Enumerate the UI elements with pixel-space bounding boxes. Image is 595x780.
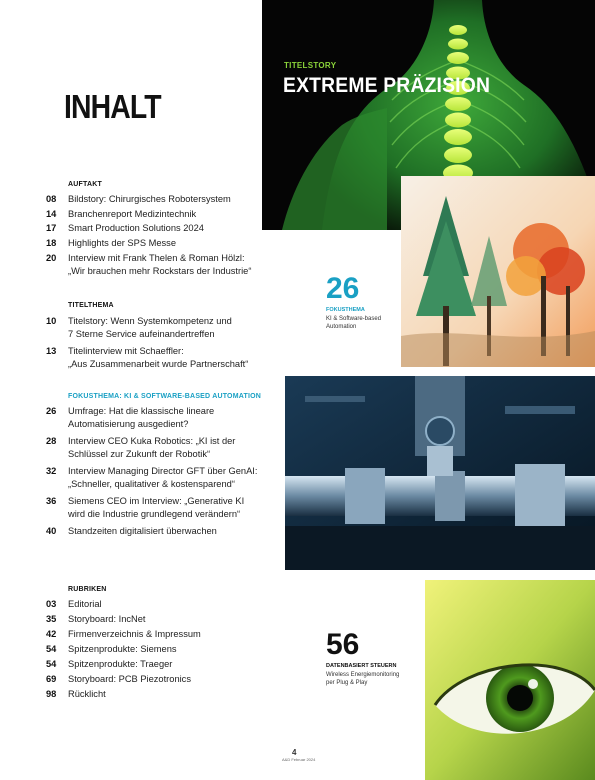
toc-entry[interactable] bbox=[46, 613, 281, 626]
section-heading-fokusthema: FOKUSTHEMA: KI & SOFTWARE-BASED AUTOMATION bbox=[68, 393, 261, 400]
toc-page-number: 54 bbox=[46, 644, 57, 654]
feature-label: DATENBASIERT STEUERN bbox=[326, 663, 397, 669]
feature-callout-56[interactable] bbox=[326, 628, 399, 687]
toc-entry[interactable] bbox=[46, 405, 281, 430]
section-heading-titelthema: TITELTHEMA bbox=[68, 302, 114, 309]
toc-entry-text: Firmenverzeichnis & Impressum bbox=[68, 629, 201, 639]
cover-title: EXTREME PRÄZISION bbox=[283, 74, 491, 97]
toc-entry-text: Bildstory: Chirurgisches Robotersystem bbox=[68, 194, 231, 204]
toc-page-number: 40 bbox=[46, 526, 57, 536]
toc-entry-text: Storyboard: PCB Piezotronics bbox=[68, 674, 191, 684]
toc-page-number: 03 bbox=[46, 599, 57, 609]
toc-entry[interactable] bbox=[46, 525, 281, 538]
toc-page-number: 54 bbox=[46, 659, 57, 669]
toc-page-number: 98 bbox=[46, 689, 57, 699]
toc-page-number: 28 bbox=[46, 436, 57, 446]
toc-entry-text: Rücklicht bbox=[68, 689, 106, 699]
toc-page-number: 42 bbox=[46, 629, 57, 639]
toc-entry-text: Standzeiten digitalisiert überwachen bbox=[68, 526, 217, 536]
page-number: 4 bbox=[292, 748, 297, 757]
feature-callout-26[interactable] bbox=[326, 272, 381, 331]
toc-entry-text: Interview Managing Director GFT über GenAI: „Schneller, qualitativer & kostensparend“ bbox=[68, 466, 258, 489]
toc-entry[interactable] bbox=[46, 315, 281, 340]
toc-entry[interactable] bbox=[46, 628, 281, 641]
toc-entry-text: Storyboard: IncNet bbox=[68, 614, 146, 624]
page-footer-issue: A&D Februar 2024 bbox=[282, 757, 316, 762]
toc-page-number: 17 bbox=[46, 223, 57, 233]
toc-entry-text: Umfrage: Hat die klassische lineare Automatisierung ausgedient? bbox=[68, 406, 215, 429]
toc-entry[interactable] bbox=[46, 237, 281, 250]
toc-entry-text: Branchenreport Medizintechnik bbox=[68, 209, 197, 219]
section-heading-rubriken: RUBRIKEN bbox=[68, 586, 107, 593]
section-heading-auftakt: AUFTAKT bbox=[68, 181, 102, 188]
toc-page-number: 36 bbox=[46, 496, 57, 506]
cover-kicker: TITELSTORY bbox=[284, 61, 337, 70]
toc-entry[interactable] bbox=[46, 673, 281, 686]
feature-number: 26 bbox=[326, 272, 360, 305]
toc-entry-text: Smart Production Solutions 2024 bbox=[68, 223, 204, 233]
toc-entry-text: Interview CEO Kuka Robotics: „KI ist der Schlüssel zur Zukunft der Robotik“ bbox=[68, 436, 236, 459]
toc-entry-text: Editorial bbox=[68, 599, 102, 609]
toc-entry-text: Spitzenprodukte: Siemens bbox=[68, 644, 177, 654]
toc-page-number: 20 bbox=[46, 253, 57, 263]
toc-entry-text: Titelstory: Wenn Systemkompetenz und 7 Sterne Service aufeinandertreffen bbox=[68, 316, 232, 339]
eye-image bbox=[425, 580, 595, 780]
toc-entry[interactable] bbox=[46, 598, 281, 611]
toc-page-number: 14 bbox=[46, 209, 57, 219]
feature-subtitle: Wireless Energiemonitoring per Plug & Play bbox=[326, 672, 400, 686]
machine-image bbox=[285, 376, 595, 570]
toc-page-number: 32 bbox=[46, 466, 57, 476]
toc-page-number: 13 bbox=[46, 346, 57, 356]
toc-entry[interactable] bbox=[46, 193, 281, 206]
toc-entry[interactable] bbox=[46, 252, 281, 277]
toc-page-number: 69 bbox=[46, 674, 57, 684]
toc-entry-text: Highlights der SPS Messe bbox=[68, 238, 176, 248]
toc-page-number: 18 bbox=[46, 238, 57, 248]
toc-entry[interactable] bbox=[46, 495, 281, 520]
toc-entry[interactable] bbox=[46, 688, 281, 701]
toc-entry-text: Interview mit Frank Thelen & Roman Hölzl: „Wir brauchen mehr Rockstars der Industrie“ bbox=[68, 253, 252, 276]
page-title: INHALT bbox=[64, 88, 161, 125]
trees-image bbox=[401, 176, 595, 367]
toc-entry-text: Siemens CEO im Interview: „Generative KI wird die Industrie grundlegend verändern“ bbox=[68, 496, 245, 519]
toc-page-number: 35 bbox=[46, 614, 57, 624]
toc-entry[interactable] bbox=[46, 658, 281, 671]
toc-entry[interactable] bbox=[46, 222, 281, 235]
feature-number: 56 bbox=[326, 628, 360, 661]
toc-entry-text: Titelinterview mit Schaeffler: „Aus Zusammenarbeit wurde Partnerschaft“ bbox=[68, 346, 249, 369]
toc-page-number: 10 bbox=[46, 316, 57, 326]
feature-subtitle: KI & Software-based Automation bbox=[326, 316, 382, 330]
toc-page-number: 08 bbox=[46, 194, 57, 204]
toc-entry-text: Spitzenprodukte: Traeger bbox=[68, 659, 173, 669]
feature-label: FOKUSTHEMA bbox=[326, 307, 365, 313]
toc-entry[interactable] bbox=[46, 465, 281, 490]
toc-entry[interactable] bbox=[46, 435, 281, 460]
toc-entry[interactable] bbox=[46, 208, 281, 221]
toc-page-number: 26 bbox=[46, 406, 57, 416]
toc-entry[interactable] bbox=[46, 643, 281, 656]
toc-entry[interactable] bbox=[46, 345, 281, 370]
